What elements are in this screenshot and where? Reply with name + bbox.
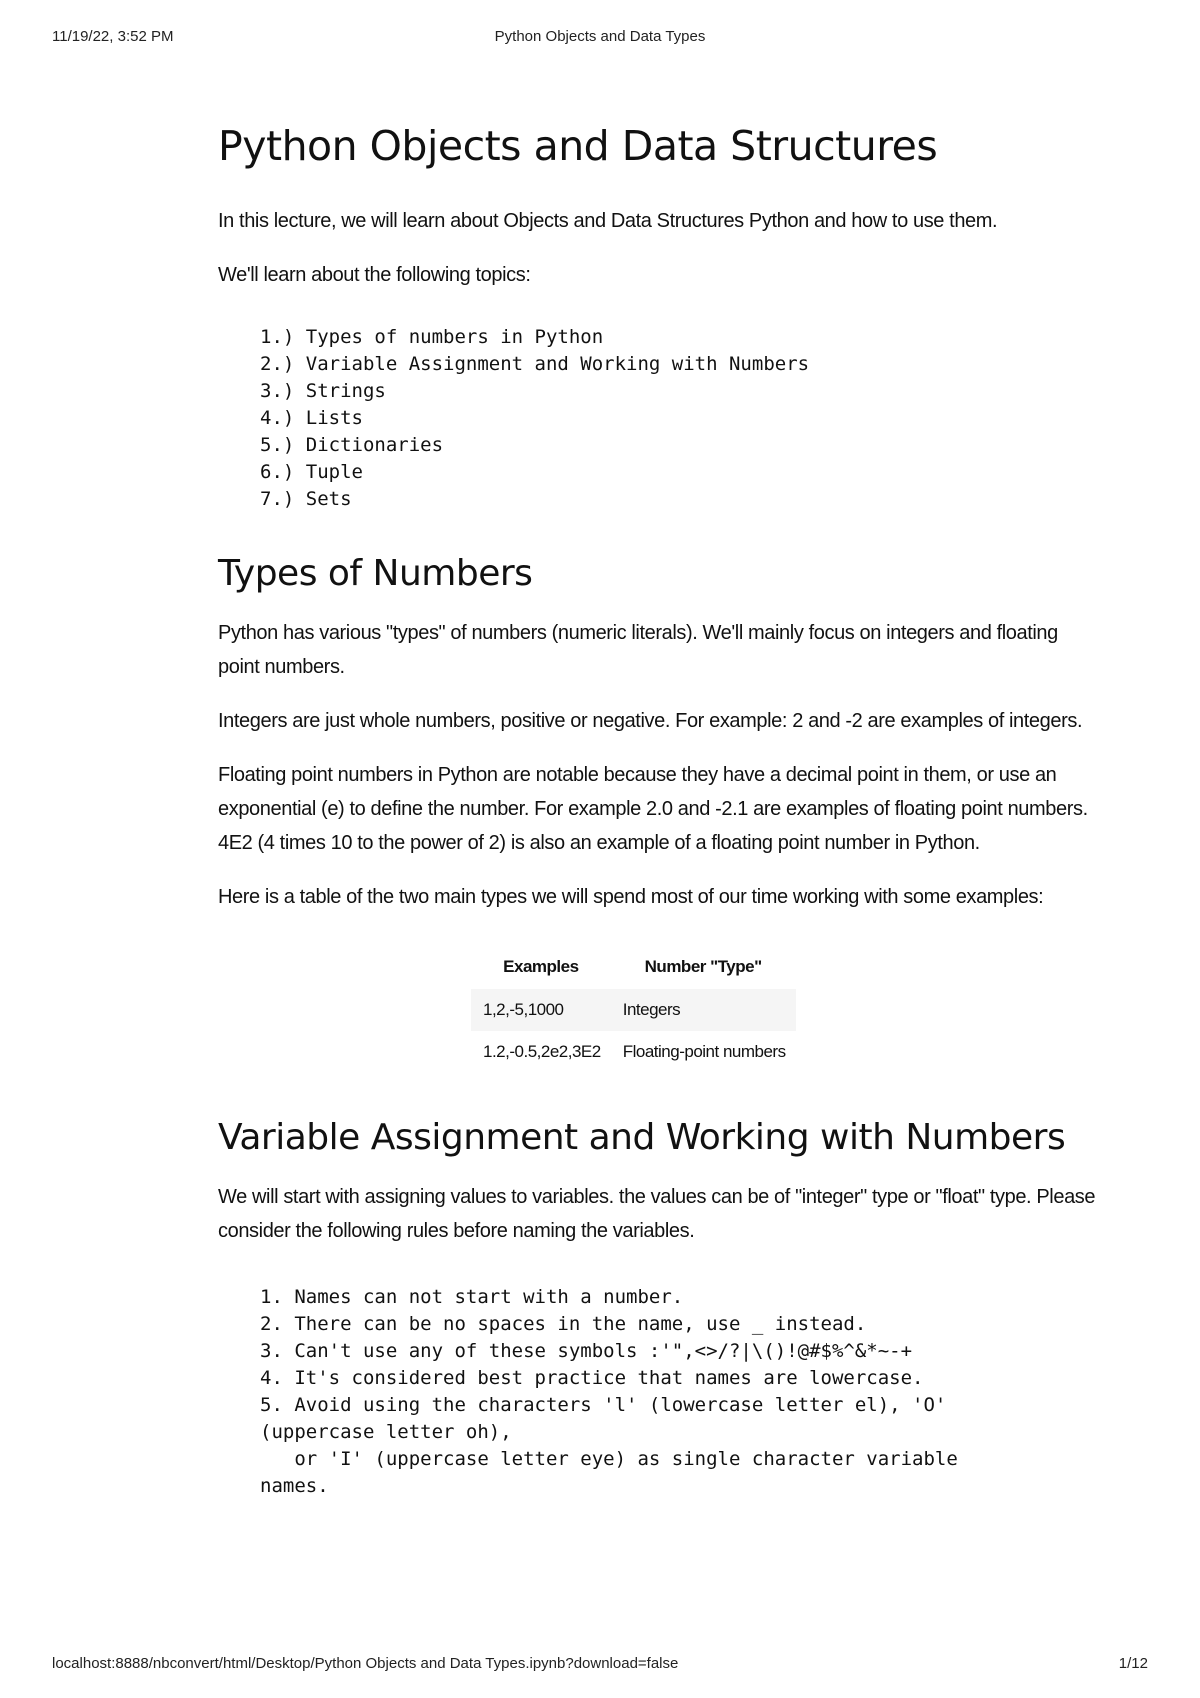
topics-list: 1.) Types of numbers in Python 2.) Variable Assignment and Working with Numbers 3.) Strings 4.) Lists 5.) Dictionaries 6.) Tuple 7.) Sets: [260, 326, 810, 510]
variables-paragraph-1: We will start with assigning values to variables. the values can be of "integer" type or "float" type. Please consider the following rules before naming the variables.: [218, 1186, 1096, 1242]
number-types-table: [471, 948, 796, 1073]
types-paragraph-2: Integers are just whole numbers, positive or negative. For example: 2 and -2 are examples of integers.: [218, 710, 1083, 732]
types-of-numbers-section: [218, 553, 1098, 1073]
table-header-row: [471, 948, 796, 989]
print-url: localhost:8888/nbconvert/html/Desktop/Python Objects and Data Types.ipynb?download=false: [52, 1655, 679, 1672]
table-cell-type: Floating-point numbers: [622, 1042, 786, 1061]
types-paragraph-3: Floating point numbers in Python are notable because they have a decimal point in them, or use an exponential (e) to define the number. For example 2.0 and -2.1 are examples of floating point numbers. 4E2 (4 times 10 to the power of 2) is also an example of a floating point number in Python.: [218, 764, 1088, 854]
print-doc-title: Python Objects and Data Types: [494, 28, 706, 45]
topics-intro: We'll learn about the following topics:: [218, 264, 531, 286]
table-cell-examples: 1.2,-0.5,2e2,3E2: [483, 1042, 601, 1061]
print-header: [52, 28, 1148, 48]
table-cell-type: Integers: [611, 989, 796, 1031]
print-datetime: 11/19/22, 3:52 PM: [52, 28, 174, 45]
table-header-examples: Examples: [503, 957, 579, 976]
types-heading: Types of Numbers: [218, 553, 533, 594]
naming-rules-list: 1. Names can not start with a number. 2. There can be no spaces in the name, use _ instead. 3. Can't use any of these symbols :'",<>/?|\()!@#$%^&*~-+ 4. It's considered best practice that names are lowercase. 5. Avoid using the characters 'l' (lowercase letter el), 'O' (uppercase letter oh), or 'I' (uppercase letter eye) as single character variable names.: [260, 1286, 958, 1497]
variable-assignment-section: [218, 1117, 1098, 1500]
table-header-type: Number "Type": [644, 957, 762, 976]
print-footer: [52, 1655, 1148, 1675]
table-cell-examples: 1,2,-5,1000: [471, 989, 611, 1031]
table-row: [471, 1031, 796, 1073]
table-row: [471, 989, 796, 1031]
page-title: Python Objects and Data Structures: [218, 122, 938, 170]
notebook-content: [218, 110, 1098, 1500]
types-paragraph-4: Here is a table of the two main types we will spend most of our time working with some examples:: [218, 886, 1044, 908]
variables-heading: Variable Assignment and Working with Numbers: [218, 1117, 1066, 1158]
page-number: 1/12: [1118, 1655, 1148, 1672]
intro-paragraph: In this lecture, we will learn about Objects and Data Structures Python and how to use them.: [218, 210, 998, 232]
types-paragraph-1: Python has various "types" of numbers (numeric literals). We'll mainly focus on integers and floating point numbers.: [218, 622, 1058, 678]
